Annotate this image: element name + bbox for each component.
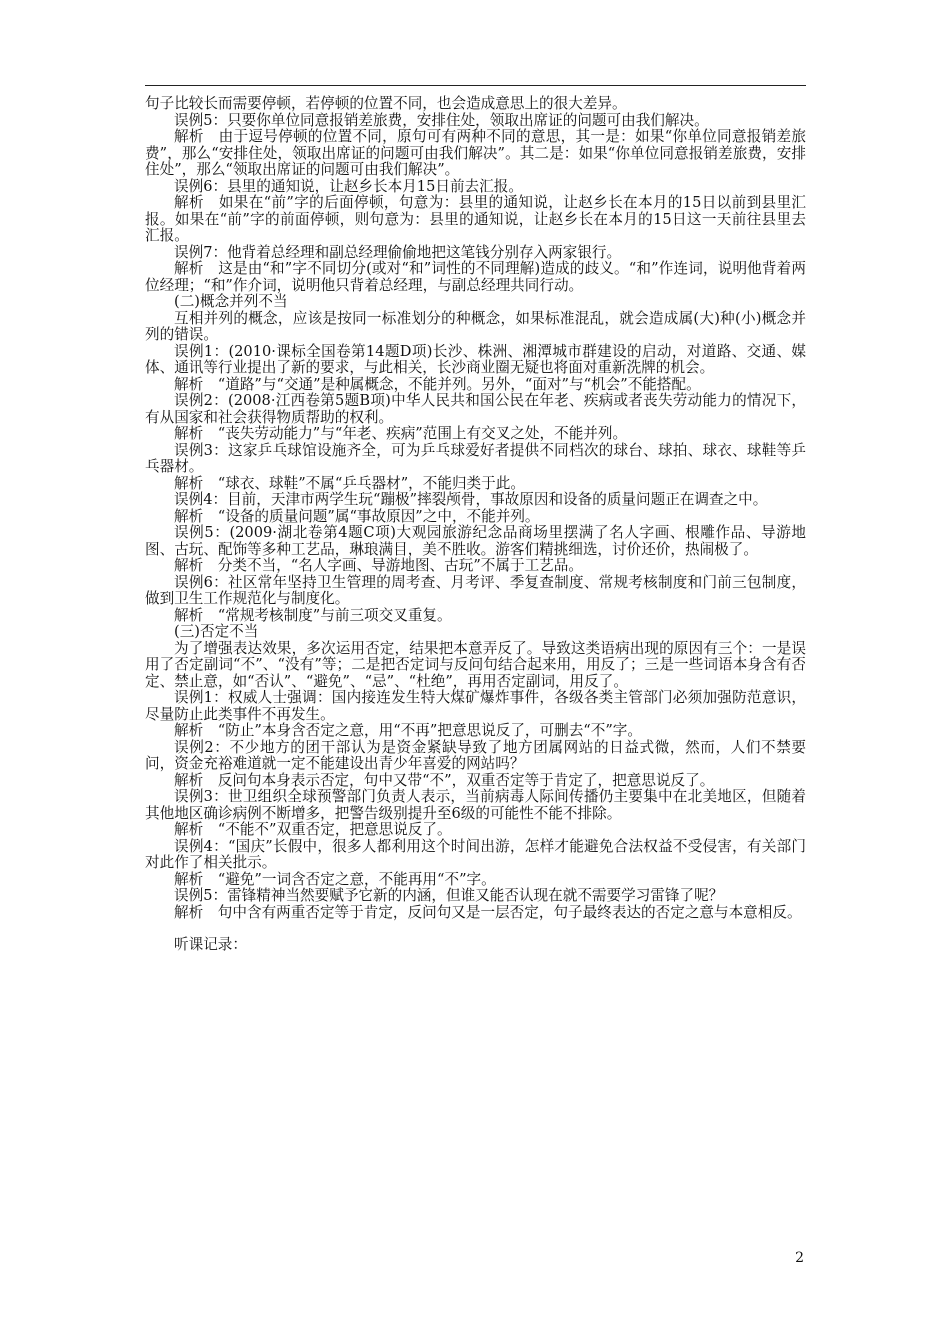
paragraph: 误例4：“国庆”长假中，很多人都利用这个时间出游，怎样才能避免合法权益不受侵害，有关部门对此作了相关批示。 [145, 837, 806, 871]
paragraph: 解析 分类不当，“名人字画、导游地图、古玩”不属于工艺品。 [174, 557, 583, 574]
paragraph: 解析 反问句本身表示否定，句中又带“不”，双重否定等于肯定了，把意思说反了。 [174, 771, 715, 789]
paragraph: 解析 “常规考核制度”与前三项交叉重复。 [174, 606, 452, 624]
paragraph: 误例7：他背着总经理和副总经理偷偷地把这笔钱分别存入两家银行。 [174, 243, 622, 261]
paragraph: 为了增强表达效果，多次运用否定，结果把本意弄反了。导致这类语病出现的原因有三个：一是误用了否定副词“不”、“没有”等；二是把否定词与反问句结合起来用，用反了；三是一些词语本身含有否定、禁止意，如“否认”、“避免”、“忌”、“杜绝”，再用否定副词，用反了。 [145, 639, 806, 690]
paragraph: 解析 “设备的质量问题”属“事故原因”之中，不能并列。 [174, 507, 540, 525]
paragraph: 解析 “球衣、球鞋”不属“乒乓器材”，不能归类于此。 [174, 474, 525, 492]
paragraph: 解析 “避免”一词含否定之意，不能再用“不”字。 [174, 870, 496, 888]
paragraph: 句子比较长而需要停顿，若停顿的位置不同，也会造成意思上的很大差异。 [145, 95, 627, 112]
paragraph: 误例5：只要你单位同意报销差旅费，安排住处，领取出席证的问题可由我们解决。 [174, 111, 709, 129]
page-number: 2 [795, 1250, 804, 1266]
paragraph: 解析 “防止”本身含否定之意，用“不再”把意思说反了，可删去“不”字。 [174, 722, 642, 739]
paragraph: 解析 “不能不”双重否定，把意思说反了。 [174, 821, 452, 838]
paragraph: 误例5：雷锋精神当然要赋予它新的内涵，但谁又能否认现在就不需要学习雷锋了呢？ [174, 887, 724, 904]
paragraph: 误例1：(2010·课标全国卷第14题D项)长沙、株洲、湘潭城市群建设的启动，对道路、交通、媒体、通讯等行业提出了新的要求，与此相关，长沙商业圈无疑也将面对重新洗牌的机会。 [145, 342, 806, 376]
notes-label: 听课记录： [174, 936, 247, 953]
document-body [145, 96, 806, 954]
paragraph: 误例6：县里的通知说，让赵乡长本月15日前去汇报。 [174, 177, 523, 195]
paragraph: 解析 “道路”与“交通”是种属概念，不能并列。另外，“面对”与“机会”不能搭配。 [174, 375, 701, 393]
paragraph: 误例2：不少地方的团干部认为是资金紧缺导致了地方团属网站的日益式微，然而，人们不禁要问，资金充裕难道就一定不能建设出青少年喜爱的网站吗？ [145, 738, 806, 772]
header-rule [145, 85, 806, 86]
section-heading: (三)否定不当 [174, 623, 259, 640]
paragraph: 解析 由于逗号停顿的位置不同，原句可有两种不同的意思，其一是：如果“你单位同意报销差旅费”，那么“安排住处，领取出席证的问题可由我们解决”。其二是：如果“你单位同意报销差旅费，安排住处”，那么“领取出席证的问题可由我们解决”。 [145, 128, 806, 178]
section-heading: (二)概念并列不当 [174, 293, 288, 310]
paragraph: 解析 句中含有两重否定等于肯定，反问句又是一层否定，句子最终表达的否定之意与本意相反。 [174, 903, 802, 921]
paragraph: 误例5：(2009·湖北卷第4题C项)大观园旅游纪念品商场里摆满了名人字画、根雕作品、导游地图、古玩、配饰等多种工艺品，琳琅满目，美不胜收。游客们精挑细选，讨价还价，热闹极了。 [145, 524, 806, 558]
paragraph: 解析 “丧失劳动能力”与“年老、疾病”范围上有交叉之处，不能并列。 [174, 425, 628, 442]
paragraph: 互相并列的概念，应该是按同一标准划分的种概念，如果标准混乱，就会造成属(大)种(小)概念并列的错误。 [145, 309, 806, 343]
paragraph: 解析 如果在“前”字的后面停顿，句意为：县里的通知说，让赵乡长在本月的15日以前到县里汇报。如果在“前”字的前面停顿，则句意为：县里的通知说，让赵乡长在本月的15日这一天前往县里去汇报。 [145, 194, 806, 244]
paragraph: 解析 这是由“和”字不同切分(或对“和”词性的不同理解)造成的歧义。“和”作连词，说明他背着两位经理；“和”作介词，说明他只背着总经理，与副总经理共同行动。 [145, 260, 806, 294]
paragraph: 误例6：社区常年坚持卫生管理的周考查、月考评、季复查制度、常规考核制度和门前三包制度，做到卫生工作规范化与制度化。 [145, 573, 806, 607]
paragraph: 误例4：目前，天津市两学生玩“蹦极”摔裂颅骨，事故原因和设备的质量问题正在调查之中。 [174, 491, 768, 508]
paragraph: 误例2：(2008·江西卷第5题B项)中华人民共和国公民在年老、疾病或者丧失劳动能力的情况下，有从国家和社会获得物质帮助的权利。 [145, 392, 806, 426]
paragraph: 误例1：权威人士强调：国内接连发生特大煤矿爆炸事件，各级各类主管部门必须加强防范意识，尽量防止此类事件不再发生。 [145, 689, 806, 723]
paragraph: 误例3：世卫组织全球预警部门负责人表示，当前病毒人际间传播仍主要集中在北美地区，但随着其他地区确诊病例不断增多，把警告级别提升至6级的可能性不能不排除。 [145, 788, 806, 822]
paragraph: 误例3：这家乒乓球馆设施齐全，可为乒乓球爱好者提供不同档次的球台、球拍、球衣、球鞋等乒乓器材。 [145, 441, 806, 475]
